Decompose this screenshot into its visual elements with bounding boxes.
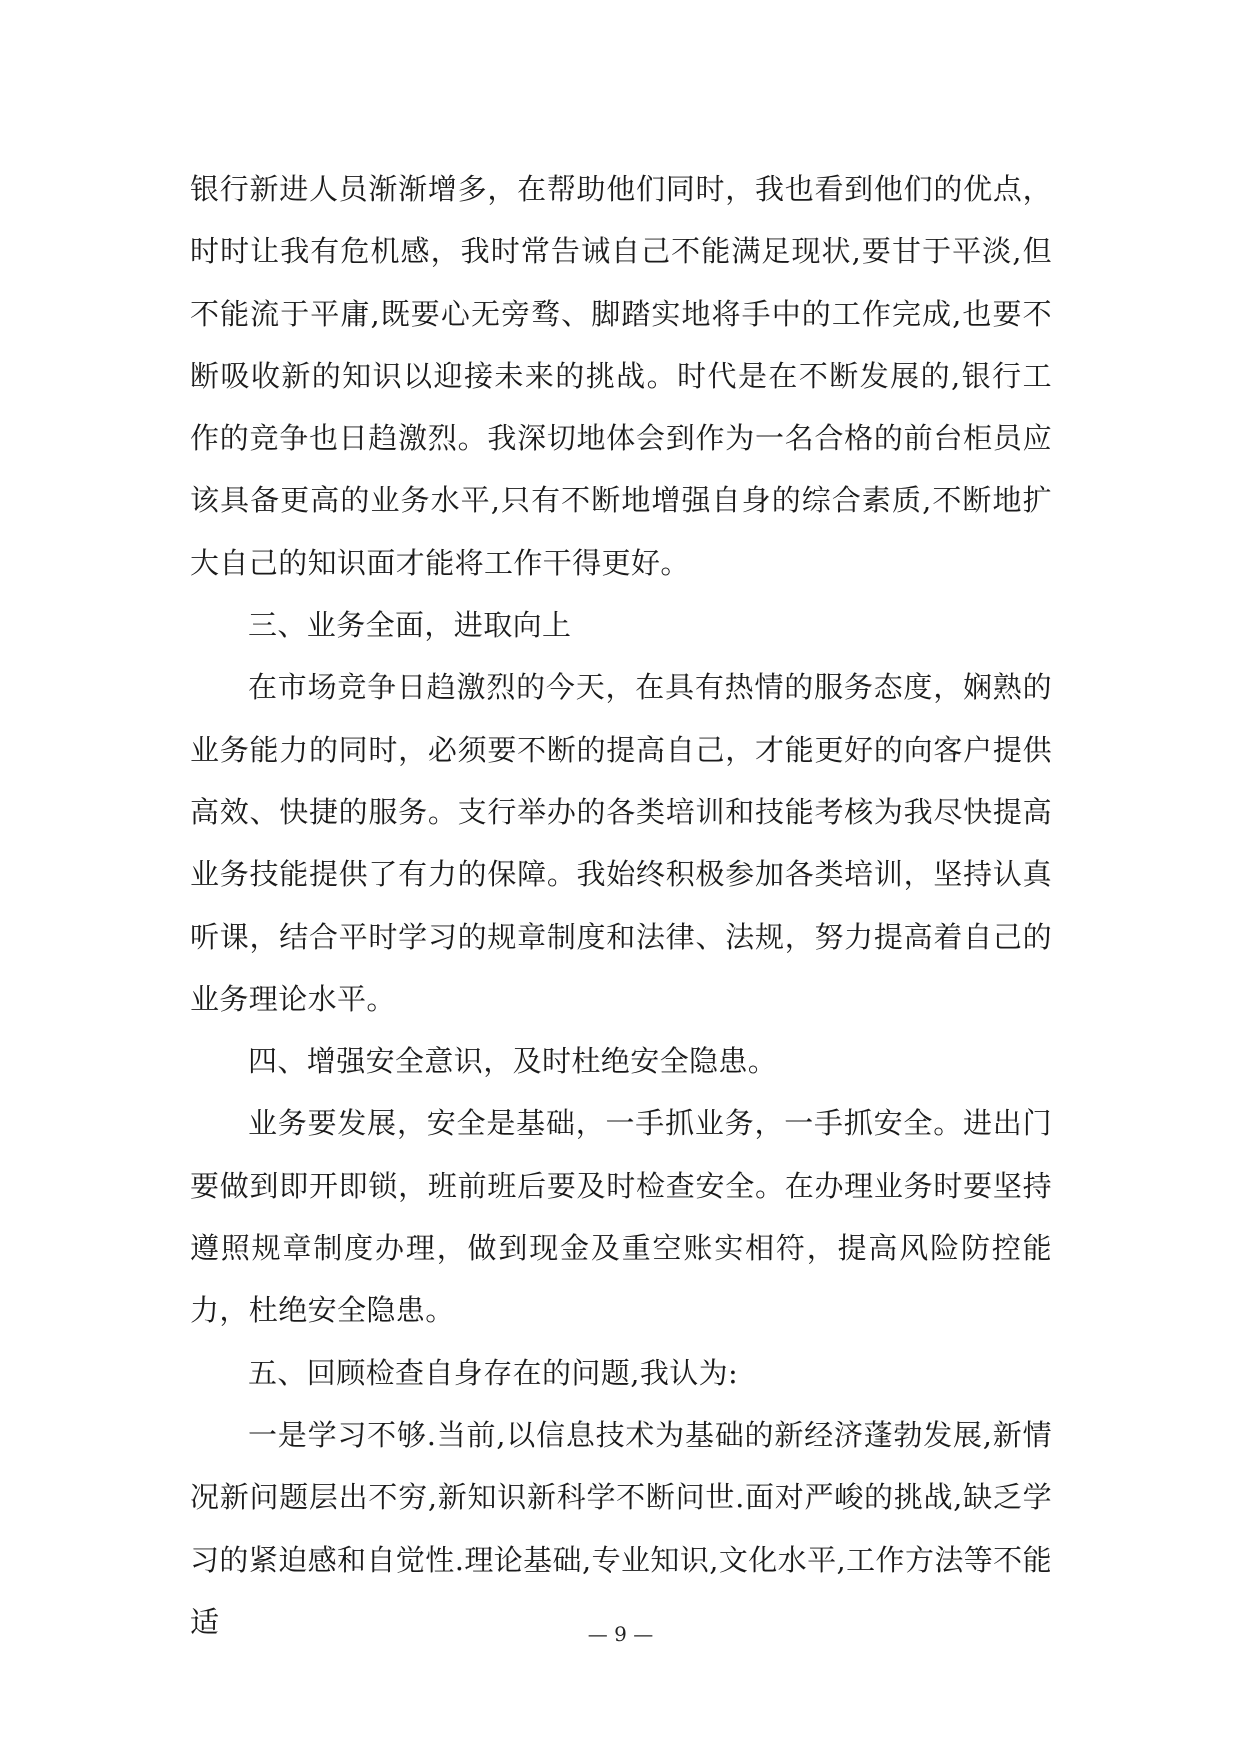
paragraph-business-skills: 在市场竞争日趋激烈的今天，在具有热情的服务态度，娴熟的业务能力的同时，必须要不断的提高自己，才能更好的向客户提供高效、快捷的服务。支行举办的各类培训和技能考核为我尽快提高业务技能提供了有力的保障。我始终积极参加各类培训，坚持认真听课，结合平时学习的规章制度和法律、法规，努力提高着自己的业务理论水平。: [190, 670, 1052, 1016]
paragraph-security: 业务要发展，安全是基础，一手抓业务，一手抓安全。进出门要做到即开即锁，班前班后要及时检查安全。在办理业务时要坚持遵照规章制度办理，做到现金及重空账实相符，提高风险防控能力，杜绝安全隐患。: [190, 1106, 1052, 1328]
section-heading-three: 三、业务全面，进取向上: [248, 608, 572, 643]
document-body: [190, 158, 1052, 1653]
paragraph-self-review: 一是学习不够.当前,以信息技术为基础的新经济蓬勃发展,新情况新问题层出不穷,新知识新科学不断问世.面对严峻的挑战,缺乏学习的紧迫感和自觉性.理论基础,专业知识,文化水平,工作方法等不能适: [190, 1417, 1052, 1639]
page-number: — 9 —: [587, 1622, 654, 1646]
paragraph-continuation: 银行新进人员渐渐增多，在帮助他们同时，我也看到他们的优点，时时让我有危机感，我时常告诫自己不能满足现状,要甘于平淡,但不能流于平庸,既要心无旁骛、脚踏实地将手中的工作完成,也要不断吸收新的知识以迎接未来的挑战。时代是在不断发展的,银行工作的竞争也日趋激烈。我深切地体会到作为一名合格的前台柜员应该具备更高的业务水平,只有不断地增强自身的综合素质,不断地扩大自己的知识面才能将工作干得更好。: [190, 172, 1052, 580]
section-heading-four: 四、增强安全意识，及时杜绝安全隐患。: [248, 1044, 778, 1079]
section-heading-five: 五、回顾检查自身存在的问题,我认为:: [248, 1355, 739, 1390]
